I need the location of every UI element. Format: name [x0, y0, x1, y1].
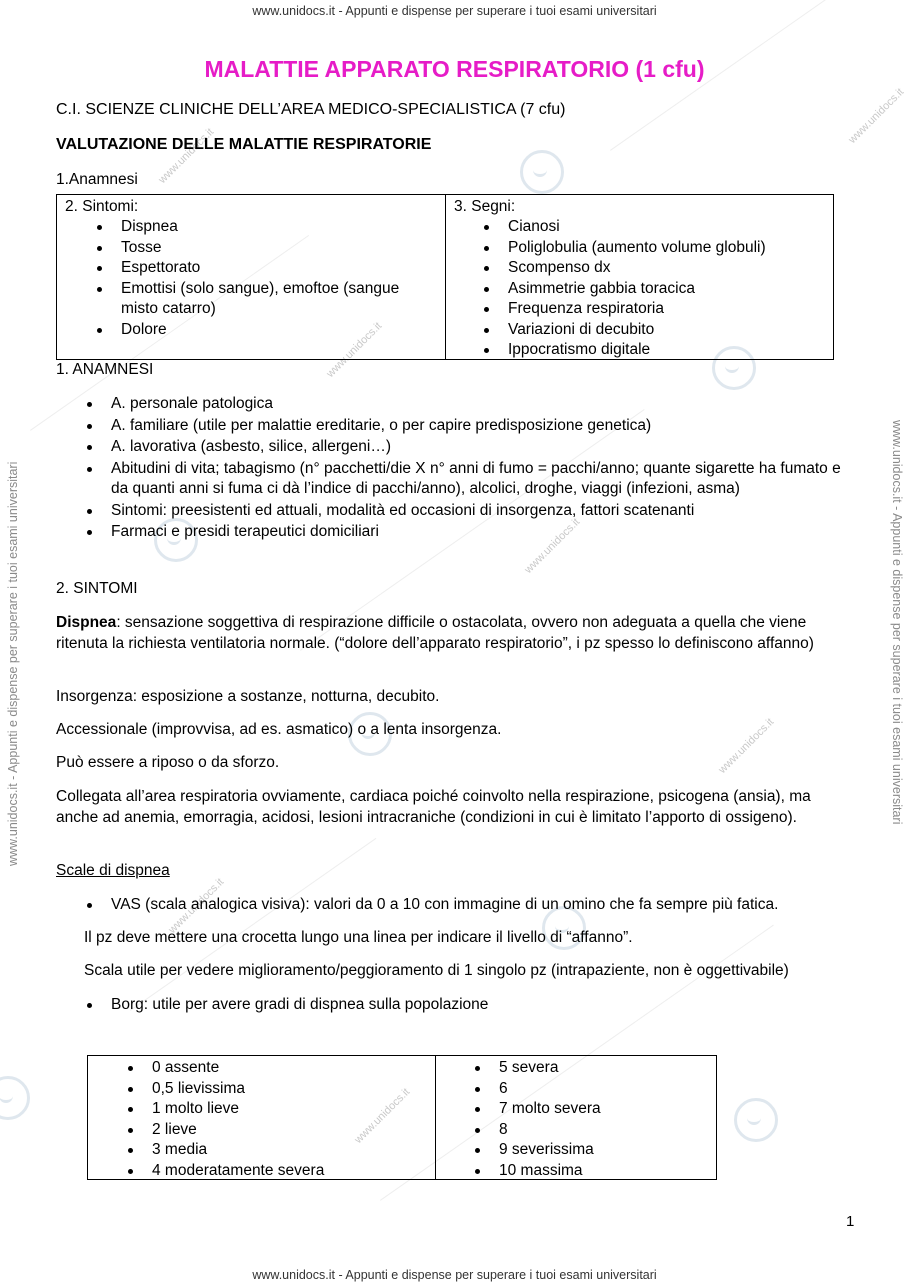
list-item: Dolore [93, 320, 408, 341]
page-number: 1 [846, 1213, 855, 1230]
list-item: 7 molto severa [471, 1099, 716, 1120]
list-item: Tosse [93, 238, 408, 259]
list-item: Scompenso dx [480, 258, 833, 279]
borg-cell-left [87, 1055, 436, 1180]
sintomi-heading: 2. SINTOMI [56, 580, 138, 597]
list-item: Sintomi: preesistenti ed attuali, modalità ed occasioni di insorgenza, fattori scatenanti [83, 501, 843, 522]
list-item: Cianosi [480, 217, 833, 238]
watermark-diagonal: www.unidocs.it [352, 1086, 413, 1146]
list-item: VAS (scala analogica visiva): valori da 0 a 10 con immagine di un omino che fa sempre più fatica. [83, 895, 863, 916]
paragraph: Accessionale (improvvisa, ad es. asmatico) o a lenta insorgenza. [56, 721, 502, 738]
segni-list [480, 217, 833, 361]
dispnea-paragraph [56, 612, 846, 654]
watermark-diagonal: www.unidocs.it [522, 516, 583, 576]
dispnea-definition: : sensazione soggettiva di respirazione difficile o ostacolata, ovvero non adeguata a quella che viene ritenuta la richiesta ventilatoria normale. (“dolore dell’apparato respiratorio”, i pz spesso lo definiscono affanno) [56, 614, 814, 652]
sintomi-list [93, 217, 408, 340]
segni-cell [445, 194, 834, 360]
paragraph: Può essere a riposo o da sforzo. [56, 754, 280, 771]
list-item: A. lavorativa (asbesto, silice, allergeni…) [83, 437, 843, 458]
watermark-top: www.unidocs.it - Appunti e dispense per superare i tuoi esami universitari [252, 4, 657, 18]
document-title: MALATTIE APPARATO RESPIRATORIO (1 cfu) [204, 56, 705, 82]
list-item: 4 moderatamente severa [124, 1161, 435, 1182]
list-item: Abitudini di vita; tabagismo (n° pacchetti/die X n° anni di fumo = pacchi/anno; quante sigarette ha fumato e da quanti anni si fuma ci dà l’indice di pacchi/anno), alcolici, droghe, viaggi (infezioni, asma) [83, 459, 843, 500]
list-item: A. personale patologica [83, 394, 843, 415]
list-item: 10 massima [471, 1161, 716, 1182]
borg-cell-right [435, 1055, 717, 1180]
unidocs-logo-icon [0, 1076, 30, 1120]
watermark-bottom: www.unidocs.it - Appunti e dispense per superare i tuoi esami universitari [252, 1268, 657, 1282]
list-item: 8 [471, 1120, 716, 1141]
list-item: 9 severissima [471, 1140, 716, 1161]
list-item: 0 assente [124, 1058, 435, 1079]
list-item: 2 lieve [124, 1120, 435, 1141]
watermark-diagonal: www.unidocs.it [324, 320, 385, 380]
list-item: Espettorato [93, 258, 408, 279]
borg-list-right [471, 1058, 716, 1181]
watermark-diagonal: www.unidocs.it [156, 126, 217, 186]
anamnesi-list [83, 394, 843, 543]
borg-list-left [124, 1058, 435, 1181]
list-item: 0,5 lievissima [124, 1079, 435, 1100]
unidocs-logo-icon [520, 150, 564, 194]
watermark-side-left: www.unidocs.it - Appunti e dispense per superare i tuoi esami universitari [6, 461, 20, 866]
sintomi-cell [56, 194, 446, 360]
segni-title: 3. Segni: [454, 198, 516, 215]
list-item: Dispnea [93, 217, 408, 238]
vas-note: Scala utile per vedere miglioramento/peggioramento di 1 singolo pz (intrapaziente, non è oggettivabile) [84, 962, 789, 979]
list-item: Variazioni di decubito [480, 320, 833, 341]
paragraph: Collegata all’area respiratoria ovviamente, cardiaca poiché coinvolto nella respirazione, psicogena (ansia), ma anche ad anemia, emorragia, acidosi, lesioni intracraniche (condizioni in cui è limitato l’apporto di ossigeno). [56, 788, 811, 826]
course-name: C.I. SCIENZE CLINICHE DELL’AREA MEDICO-SPECIALISTICA (7 cfu) [56, 101, 566, 118]
list-item: Asimmetrie gabbia toracica [480, 279, 833, 300]
list-item: Poliglobulia (aumento volume globuli) [480, 238, 833, 259]
list-item: 5 severa [471, 1058, 716, 1079]
dispnea-term: Dispnea [56, 614, 117, 631]
list-item: Emottisi (solo sangue), emoftoe (sangue misto catarro) [93, 279, 408, 320]
section-heading: VALUTAZIONE DELLE MALATTIE RESPIRATORIE [56, 136, 432, 153]
watermark-diagonal: www.unidocs.it [716, 716, 777, 776]
vas-note: Il pz deve mettere una crocetta lungo una linea per indicare il livello di “affanno”. [84, 929, 633, 946]
list-item: 6 [471, 1079, 716, 1100]
scale-heading: Scale di dispnea [56, 862, 170, 879]
borg-list [83, 995, 863, 1016]
watermark-side-right: www.unidocs.it - Appunti e dispense per superare i tuoi esami universitari [890, 420, 904, 825]
watermark-diagonal: www.unidocs.it [166, 876, 227, 936]
list-item: A. familiare (utile per malattie ereditarie, o per capire predisposizione genetica) [83, 416, 843, 437]
anamnesi-heading: 1. ANAMNESI [56, 361, 154, 378]
list-item: Borg: utile per avere gradi di dispnea sulla popolazione [83, 995, 863, 1016]
list-item: 1 molto lieve [124, 1099, 435, 1120]
watermark-diagonal: www.unidocs.it [846, 86, 907, 146]
paragraph: Insorgenza: esposizione a sostanze, notturna, decubito. [56, 688, 440, 705]
list-item: Ippocratismo digitale [480, 340, 833, 361]
list-item: Farmaci e presidi terapeutici domiciliari [83, 522, 843, 543]
list-item: Frequenza respiratoria [480, 299, 833, 320]
vas-list [83, 895, 863, 916]
unidocs-logo-icon [734, 1098, 778, 1142]
list-item: 3 media [124, 1140, 435, 1161]
anamnesi-label: 1.Anamnesi [56, 171, 138, 188]
sintomi-title: 2. Sintomi: [65, 198, 139, 215]
